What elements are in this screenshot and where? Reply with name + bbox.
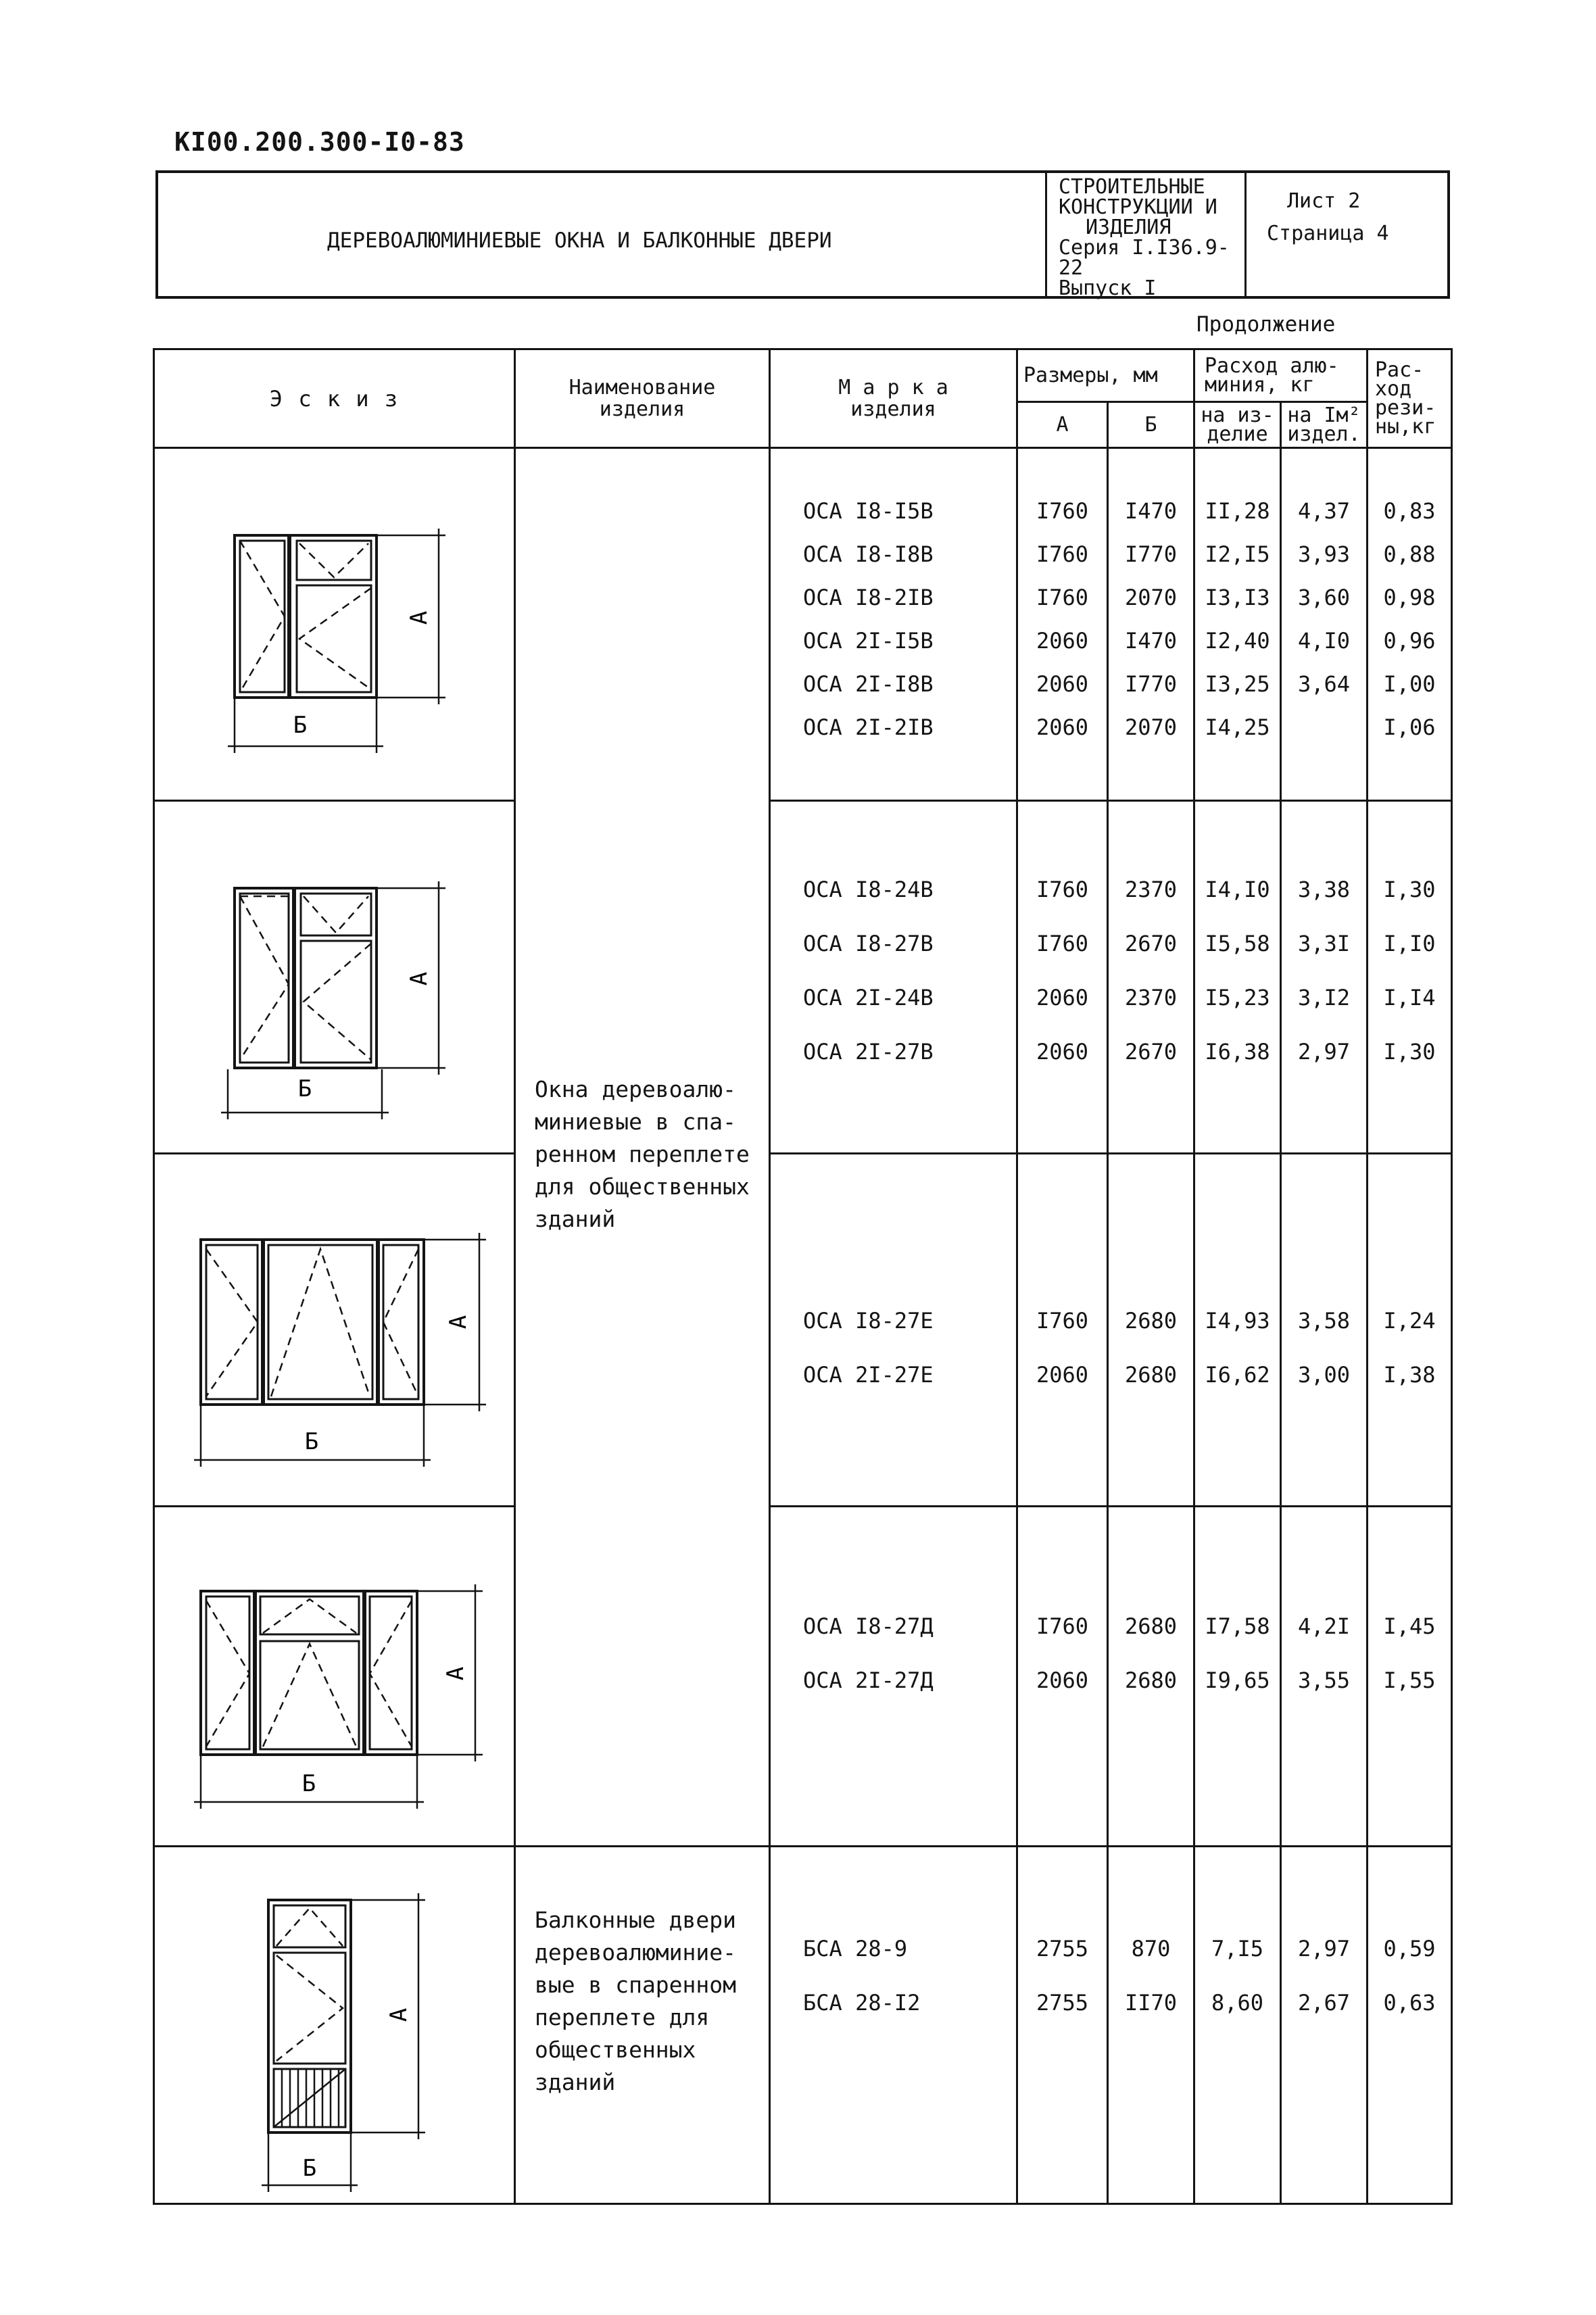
alum-per-item: II,28 bbox=[1205, 498, 1270, 524]
size-b: I470 bbox=[1124, 498, 1178, 524]
dimension-label-a: А bbox=[385, 2007, 412, 2022]
col-alum-line: Расход алю- bbox=[1205, 354, 1339, 378]
series-line: Выпуск I bbox=[1059, 276, 1157, 300]
rubber-list bbox=[1368, 801, 1452, 1154]
series-line: Серия I.I36.9-22 bbox=[1059, 236, 1230, 280]
name-line: общественных bbox=[535, 2037, 696, 2063]
series-line: СТРОИТЕЛЬНЫЕ bbox=[1059, 175, 1205, 199]
alum-m2-list bbox=[1281, 448, 1368, 801]
alum-per-item: I3,I3 bbox=[1205, 585, 1270, 610]
rubber-consumption: 0,96 bbox=[1383, 628, 1436, 654]
size-a-list bbox=[1017, 1847, 1108, 2204]
col-alum-m2 bbox=[1281, 402, 1368, 448]
rubber-consumption: I,38 bbox=[1383, 1362, 1436, 1388]
col-rubber-line: ход bbox=[1375, 376, 1412, 401]
name-line: ренном переплете bbox=[535, 1141, 750, 1167]
alum-per-m2: 3,00 bbox=[1297, 1362, 1351, 1388]
dimension-label-b: Б bbox=[301, 1770, 316, 1797]
product-mark: ОСА I8-27Д bbox=[803, 1613, 934, 1639]
rubber-consumption: 0,63 bbox=[1383, 1990, 1436, 2016]
col-alum bbox=[1194, 349, 1368, 402]
size-b-list bbox=[1108, 801, 1194, 1154]
col-mark-line: М а р к а bbox=[838, 375, 948, 399]
series-cell bbox=[1045, 173, 1247, 300]
size-b: 2670 bbox=[1124, 1039, 1178, 1065]
alum-per-m2: 3,38 bbox=[1297, 877, 1351, 902]
product-mark: ОСА I8-24В bbox=[803, 877, 934, 902]
size-b: 2370 bbox=[1124, 985, 1178, 1010]
size-a: 2755 bbox=[1036, 1936, 1089, 1961]
size-a: I760 bbox=[1036, 1308, 1089, 1334]
alum-per-m2: 3,64 bbox=[1297, 671, 1351, 697]
size-b: 2670 bbox=[1124, 931, 1178, 956]
rubber-consumption: I,30 bbox=[1383, 877, 1436, 902]
size-b: I470 bbox=[1124, 628, 1178, 654]
rubber-consumption: I,I0 bbox=[1383, 931, 1436, 956]
alum-per-m2: 2,97 bbox=[1297, 1936, 1351, 1961]
sketch-cell bbox=[154, 801, 515, 1154]
col-alum-m2-line: издел. bbox=[1287, 422, 1361, 446]
alum-per-m2: 4,I0 bbox=[1297, 628, 1351, 654]
sketch-cell bbox=[154, 1507, 515, 1847]
product-mark: ОСА 2I-24В bbox=[803, 985, 934, 1010]
alum-per-m2: 2,67 bbox=[1297, 1990, 1351, 2016]
series-line: КОНСТРУКЦИИ И bbox=[1059, 195, 1217, 219]
alum-item-list bbox=[1194, 801, 1281, 1154]
alum-per-item: I4,93 bbox=[1205, 1308, 1270, 1334]
sketch-cell bbox=[154, 1847, 515, 2204]
alum-per-m2: 3,60 bbox=[1297, 585, 1351, 610]
product-table bbox=[153, 348, 1453, 2205]
size-a: I760 bbox=[1036, 541, 1089, 567]
alum-per-item: I2,I5 bbox=[1205, 541, 1270, 567]
col-alum-item-line: на из- bbox=[1201, 403, 1274, 427]
product-name-windows bbox=[515, 448, 770, 1847]
alum-m2-list bbox=[1281, 1507, 1368, 1847]
size-b: I770 bbox=[1124, 671, 1178, 697]
size-a: 2060 bbox=[1036, 671, 1089, 697]
size-a: 2060 bbox=[1036, 985, 1089, 1010]
alum-per-item: I4,25 bbox=[1205, 714, 1270, 740]
size-b: I770 bbox=[1124, 541, 1178, 567]
dimension-label-b: Б bbox=[297, 1075, 312, 1102]
sheet-info bbox=[1267, 185, 1389, 250]
dimension-label-b: Б bbox=[293, 712, 308, 739]
rubber-consumption: I,55 bbox=[1383, 1667, 1436, 1693]
series-line: ИЗДЕЛИЯ bbox=[1086, 216, 1171, 239]
alum-per-m2: 3,58 bbox=[1297, 1308, 1351, 1334]
size-b: 2680 bbox=[1124, 1667, 1178, 1693]
series-info bbox=[1059, 177, 1244, 299]
size-b: II70 bbox=[1124, 1990, 1178, 2016]
col-alum-item bbox=[1194, 402, 1281, 448]
spacer bbox=[535, 449, 762, 1073]
sketch-cell bbox=[154, 448, 515, 801]
name-line: зданий bbox=[535, 1206, 616, 1232]
title-block bbox=[155, 170, 1450, 299]
window-sketch-3 bbox=[155, 1154, 516, 1505]
alum-item-list bbox=[1194, 448, 1281, 801]
size-a-list bbox=[1017, 1154, 1108, 1507]
rubber-consumption: I,30 bbox=[1383, 1039, 1436, 1065]
col-mark-line: изделия bbox=[850, 397, 936, 421]
window-sketch-1 bbox=[155, 449, 516, 800]
alum-per-item: I5,58 bbox=[1205, 931, 1270, 956]
product-mark: ОСА 2I-27Е bbox=[803, 1362, 934, 1388]
product-mark: ОСА 2I-27В bbox=[803, 1039, 934, 1065]
col-name-line: изделия bbox=[599, 397, 685, 421]
size-a: 2060 bbox=[1036, 1039, 1089, 1065]
mark-list bbox=[770, 448, 1017, 801]
rubber-consumption: 0,83 bbox=[1383, 498, 1436, 524]
col-alum-line: миния, кг bbox=[1205, 372, 1315, 397]
alum-item-list bbox=[1194, 1847, 1281, 2204]
product-name-doors bbox=[515, 1847, 770, 2204]
name-line: Окна деревоалю- bbox=[535, 1076, 737, 1102]
mark-list bbox=[770, 1507, 1017, 1847]
rubber-consumption: I,I4 bbox=[1383, 985, 1436, 1010]
rubber-list bbox=[1368, 1154, 1452, 1507]
col-size-b: Б bbox=[1108, 402, 1194, 448]
size-a: I760 bbox=[1036, 585, 1089, 610]
alum-per-m2: 4,2I bbox=[1297, 1613, 1351, 1639]
col-rubber-line: Рас- bbox=[1375, 358, 1424, 382]
mark-list bbox=[770, 1154, 1017, 1507]
size-b: 2070 bbox=[1124, 714, 1178, 740]
product-mark: ОСА I8-27Е bbox=[803, 1308, 934, 1334]
continuation-note: Продолжение bbox=[1196, 312, 1336, 337]
dimension-label-b: Б bbox=[304, 1428, 319, 1455]
alum-per-item: I6,62 bbox=[1205, 1362, 1270, 1388]
size-a: I760 bbox=[1036, 877, 1089, 902]
dimension-label-a: А bbox=[445, 1315, 472, 1330]
rubber-consumption: I,06 bbox=[1383, 714, 1436, 740]
alum-per-item: I6,38 bbox=[1205, 1039, 1270, 1065]
rubber-consumption: I,00 bbox=[1383, 671, 1436, 697]
size-b: 2680 bbox=[1124, 1362, 1178, 1388]
size-b-list bbox=[1108, 1154, 1194, 1507]
alum-m2-list bbox=[1281, 1847, 1368, 2204]
col-rubber-line: ны,кг bbox=[1375, 414, 1436, 439]
window-sketch-4 bbox=[155, 1507, 516, 1845]
product-mark: ОСА 2I-2IВ bbox=[803, 714, 934, 740]
alum-m2-list bbox=[1281, 1154, 1368, 1507]
alum-per-m2: 3,93 bbox=[1297, 541, 1351, 567]
col-alum-item-line: делие bbox=[1207, 422, 1268, 446]
name-line: деревоалюминие- bbox=[535, 1939, 737, 1966]
size-a-list bbox=[1017, 801, 1108, 1154]
size-b: 870 bbox=[1131, 1936, 1171, 1961]
name-line: Балконные двери bbox=[535, 1907, 737, 1933]
dimension-label-a: А bbox=[442, 1666, 469, 1681]
col-sketch: Э с к и з bbox=[154, 349, 515, 448]
alum-m2-list bbox=[1281, 801, 1368, 1154]
size-b-list bbox=[1108, 1847, 1194, 2204]
alum-per-item: I3,25 bbox=[1205, 671, 1270, 697]
door-sketch bbox=[155, 1847, 516, 2203]
mark-list bbox=[770, 1847, 1017, 2204]
rubber-list bbox=[1368, 1847, 1452, 2204]
name-line: переплете для bbox=[535, 2004, 710, 2030]
size-b: 2680 bbox=[1124, 1613, 1178, 1639]
window-sketch-2 bbox=[155, 802, 516, 1152]
size-b: 2070 bbox=[1124, 585, 1178, 610]
size-a-list bbox=[1017, 448, 1108, 801]
size-b: 2680 bbox=[1124, 1308, 1178, 1334]
alum-per-m2: 3,I2 bbox=[1297, 985, 1351, 1010]
document-title: ДЕРЕВОАЛЮМИНИЕВЫЕ ОКНА И БАЛКОННЫЕ ДВЕРИ bbox=[327, 228, 832, 253]
alum-per-item: I9,65 bbox=[1205, 1667, 1270, 1693]
product-mark: ОСА I8-2IВ bbox=[803, 585, 934, 610]
size-a: 2060 bbox=[1036, 1667, 1089, 1693]
col-rubber bbox=[1368, 349, 1452, 448]
rubber-consumption: I,24 bbox=[1383, 1308, 1436, 1334]
sheet-number: Лист 2 bbox=[1287, 189, 1361, 213]
title-cell bbox=[158, 173, 1047, 296]
mark-list bbox=[770, 801, 1017, 1154]
sketch-cell bbox=[154, 1154, 515, 1507]
alum-per-item: I7,58 bbox=[1205, 1613, 1270, 1639]
col-rubber-line: рези- bbox=[1375, 395, 1436, 420]
size-a: 2060 bbox=[1036, 1362, 1089, 1388]
product-mark: ОСА 2I-27Д bbox=[803, 1667, 934, 1693]
rubber-consumption: 0,59 bbox=[1383, 1936, 1436, 1961]
size-b: 2370 bbox=[1124, 877, 1178, 902]
alum-per-item: 8,60 bbox=[1211, 1990, 1264, 2016]
col-alum-m2-line: на Iм² bbox=[1287, 403, 1361, 427]
alum-per-item: I5,23 bbox=[1205, 985, 1270, 1010]
document-code: KI00.200.300-I0-83 bbox=[174, 127, 465, 157]
alum-per-m2: 4,37 bbox=[1297, 498, 1351, 524]
alum-item-list bbox=[1194, 1154, 1281, 1507]
size-a: I760 bbox=[1036, 1613, 1089, 1639]
name-line: зданий bbox=[535, 2069, 616, 2095]
page-number: Страница 4 bbox=[1267, 222, 1389, 245]
rubber-consumption: I,45 bbox=[1383, 1613, 1436, 1639]
alum-item-list bbox=[1194, 1507, 1281, 1847]
dimension-label-a: А bbox=[406, 610, 433, 625]
alum-per-m2: 2,97 bbox=[1297, 1039, 1351, 1065]
size-a: I760 bbox=[1036, 931, 1089, 956]
size-b-list bbox=[1108, 1507, 1194, 1847]
col-sizes: Размеры, мм bbox=[1017, 349, 1194, 402]
size-a: 2060 bbox=[1036, 714, 1089, 740]
alum-per-item: 7,I5 bbox=[1211, 1936, 1264, 1961]
name-line: для общественных bbox=[535, 1173, 750, 1200]
product-mark: ОСА I8-I5В bbox=[803, 498, 934, 524]
product-mark: БСА 28-9 bbox=[803, 1936, 908, 1961]
rubber-list bbox=[1368, 448, 1452, 801]
dimension-label-b: Б bbox=[302, 2155, 317, 2182]
alum-per-item: I2,40 bbox=[1205, 628, 1270, 654]
alum-per-m2: 3,55 bbox=[1297, 1667, 1351, 1693]
col-mark bbox=[770, 349, 1017, 448]
rubber-list bbox=[1368, 1507, 1452, 1847]
product-mark: ОСА 2I-I8В bbox=[803, 671, 934, 697]
product-mark: БСА 28-I2 bbox=[803, 1990, 921, 2016]
alum-per-m2: 3,3I bbox=[1297, 931, 1351, 956]
size-a: 2755 bbox=[1036, 1990, 1089, 2016]
size-a: I760 bbox=[1036, 498, 1089, 524]
alum-per-item: I4,I0 bbox=[1205, 877, 1270, 902]
product-mark: ОСА I8-I8В bbox=[803, 541, 934, 567]
size-a-list bbox=[1017, 1507, 1108, 1847]
col-size-a: А bbox=[1017, 402, 1108, 448]
dimension-label-a: А bbox=[406, 971, 433, 986]
col-name-line: Наименование bbox=[569, 375, 716, 399]
name-line: миниевые в спа- bbox=[535, 1108, 737, 1135]
name-line: вые в спаренном bbox=[535, 1972, 737, 1998]
product-mark: ОСА 2I-I5В bbox=[803, 628, 934, 654]
col-name bbox=[515, 349, 770, 448]
size-a: 2060 bbox=[1036, 628, 1089, 654]
rubber-consumption: 0,88 bbox=[1383, 541, 1436, 567]
rubber-consumption: 0,98 bbox=[1383, 585, 1436, 610]
size-b-list bbox=[1108, 448, 1194, 801]
product-mark: ОСА I8-27В bbox=[803, 931, 934, 956]
